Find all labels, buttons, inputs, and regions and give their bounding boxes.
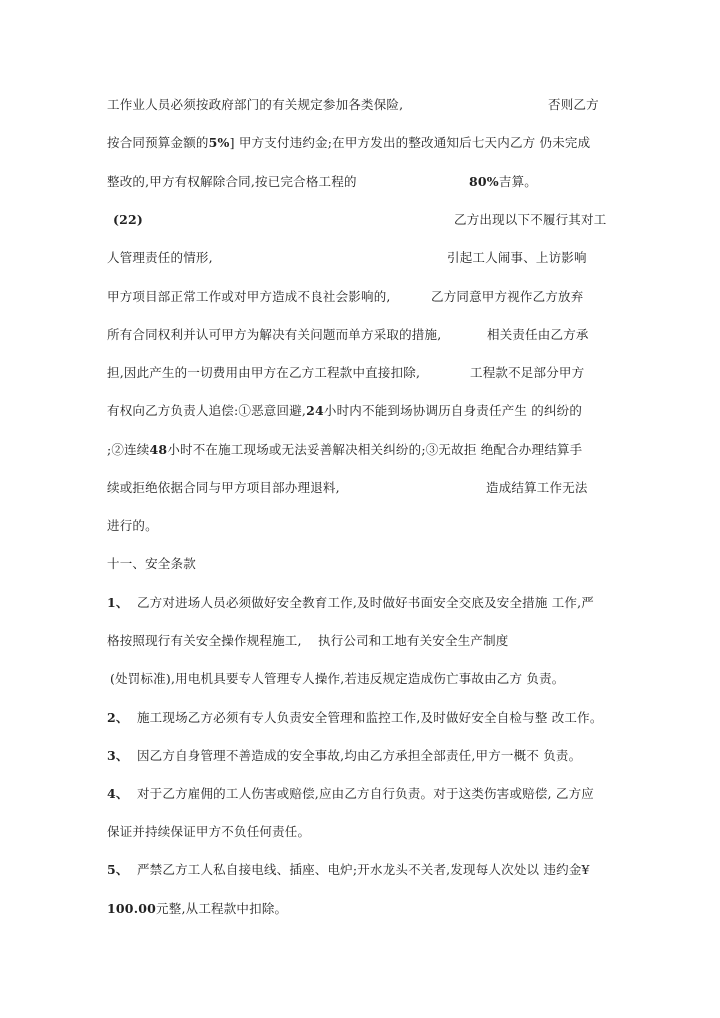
text-segment: 乙方对进场人员必须做好安全教育工作,及时做好书面安全交底及安全措施 工作,严 [136,595,594,610]
text-line: 所有合同权利并认可甲方为解决有关问题而单方采取的措施, [107,327,442,342]
text-line: 否则乙方 [548,97,599,112]
item-number: 3、 [107,748,129,763]
text-line: 整改的,甲方有权解除合同,按已完合格工程的 [107,174,357,189]
bold-number: 100.00 [107,901,157,916]
text-line: 乙方同意甲方视作乙方放弃 [431,289,584,304]
text-line: 乙方出现以下不履行其对工 [454,212,607,227]
text-segment: 小时内不能到场协调历自身责任产生 的纠纷的 [323,403,583,418]
text-line: 格按照现行有关安全操作规程施工, [107,633,302,648]
text-line: 执行公司和工地有关安全生产制度 [318,633,509,648]
section-heading: 十一、安全条款 [107,556,196,571]
text-line: 甲方项目部正常工作或对甲方造成不良社会影响的, [107,289,391,304]
text-line [107,595,594,611]
text-segment: ] 甲方支付违约金;在甲方发出的整改通知后七天内乙方 仍未完成 [229,135,591,150]
text-line: 相关责任由乙方承 [487,327,589,342]
text-line [107,442,582,458]
text-line [107,862,590,878]
bold-number: 48 [149,442,168,457]
text-segment: 小时不在施工现场或无法妥善解决相关纠纷的;③无故拒 绝配合办理结算手 [167,442,583,457]
text-line [107,786,594,802]
text-line: (处罚标准),用电机具要专人管理专人操作,若违反规定造成伤亡事故由乙方 负责。 [110,671,565,686]
item-number: 2、 [107,710,129,725]
text-line: 引起工人闹事、上访影响 [447,250,587,265]
text-segment: 严禁乙方工人私自接电线、插座、电炉;开水龙头不关者,发现每人次处以 违约金¥ [136,862,590,877]
item-number: 4、 [107,786,129,801]
text-segment: 对于乙方雇佣的工人伤害或赔偿,应由乙方自行负责。对于这类伤害或赔偿, 乙方应 [136,786,594,801]
clause-number: (22) [113,212,144,227]
text-segment: 因乙方自身管理不善造成的安全事故,均由乙方承担全部责任,甲方一概不 负责。 [136,748,582,763]
text-segment: 有权向乙方负责人追偿:①恶意回避, [107,403,307,418]
text-line: 工作业人员必须按政府部门的有关规定参加各类保险, [107,97,404,112]
text-line [469,174,537,190]
text-segment: ;②连续 [107,442,150,457]
text-segment: 元整,从工程款中扣除。 [156,901,288,916]
bold-number: 24 [306,403,324,418]
bold-number: 80% [469,174,499,189]
text-line: 人管理责任的情形, [107,250,213,265]
text-line [107,748,581,764]
text-segment: 施工现场乙方必须有专人负责安全管理和监控工作,及时做好安全自检与整 改工作。 [136,710,603,725]
text-line [107,135,590,151]
text-segment: 按合同预算金额的 [107,135,209,150]
item-number: 5、 [107,862,129,877]
text-line: 续或拒绝依据合同与甲方项目部办理退料, [107,480,340,495]
text-line: 造成结算工作无法 [486,480,588,495]
text-line: 担,因此产生的一切费用由甲方在乙方工程款中直接扣除, [107,365,421,380]
text-line [107,901,287,917]
bold-number: 5% [208,135,230,150]
text-line [107,403,582,419]
text-line: 保证并持续保证甲方不负任何责任。 [107,824,311,839]
item-number: 1、 [107,595,129,610]
text-line: 工程款不足部分甲方 [470,365,585,380]
text-line: 进行的。 [107,518,158,533]
text-segment: 吉算。 [498,174,537,189]
text-line [107,710,603,726]
